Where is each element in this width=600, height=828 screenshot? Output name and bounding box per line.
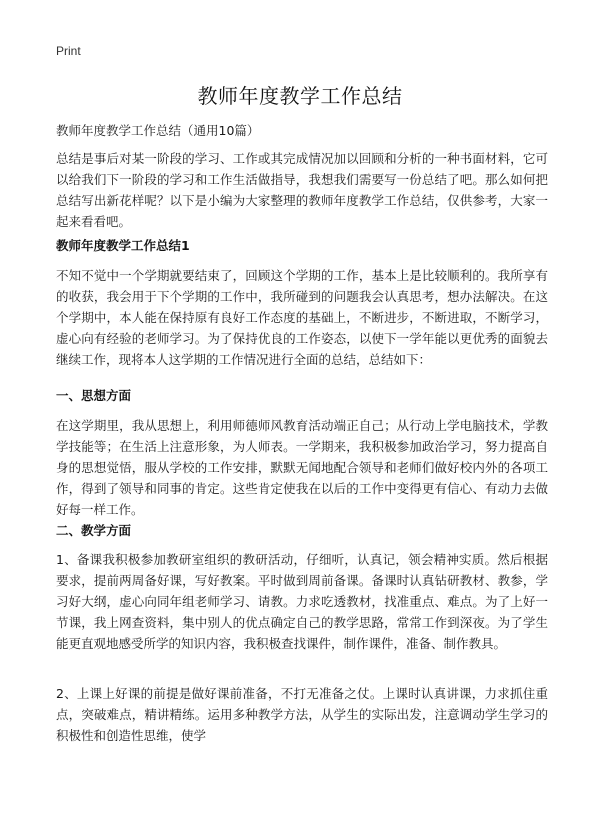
section-heading: 教师年度教学工作总结1 (56, 238, 190, 253)
print-label[interactable]: Print (56, 44, 81, 58)
lesson-delivery-paragraph: 2、上课上好课的前提是做好课前准备，不打无准备之仗。上课时认真讲课，力求抓住重点，突破难点，精讲精练。运用多种教学方法，从学生的实际出发，注意调动学生学习的 积极性和创造性思维，使学 (56, 686, 548, 743)
lesson-prep-paragraph: 1、备课我积极参加教研室组织的教研活动，仔细听，认真记，领会精神实质。然后根据要求，提前两周备好课，写好教案。平时做到周前备课。备课时认真钻研教材、教参，学习好大纲，虚心向同年组老师学习、请教。力求吃透教材，找准重点、难点。为了上好一节课，我上网查资料，集中别人的优点确定自己的教学思路，常常工作到深夜。为了学生能更直观地感受所学的知识内容，我积极查找课件，制作课件，准备、制作教具。 (56, 552, 548, 651)
thought-paragraph: 在这学期里，我从思想上，利用师德师风教育活动端正自己；从行动上学电脑技术，学教学技能等；在生活上注意形象，为人师表。一学期来，我积极参加政治学习，努力提高自身的思想觉悟，服从学校的工作安排，默默无闻地配合领导和老师们做好校内外的各项工作，得到了领导和同事的肯定。这些肯定使我在以后的工作中变得更有信心、有动力去做好每一样工作。 (56, 418, 548, 517)
subsection-heading-thought: 一、思想方面 (56, 388, 132, 403)
document-title: 教师年度教学工作总结 (197, 84, 403, 108)
intro-paragraph: 总结是事后对某一阶段的学习、工作或其完成情况加以回顾和分析的一种书面材料，它可以给我们下一阶段的学习和工作生活做指导，我想我们需要写一份总结了吧。那么如何把总结写出新花样呢？以下是小编为大家整理的教师年度教学工作总结，仅供参考，大家一起来看看吧。 (56, 151, 548, 229)
document-subtitle: 教师年度教学工作总结（通用10篇） (56, 123, 260, 138)
section-paragraph: 不知不觉中一个学期就要结束了，回顾这个学期的工作，基本上是比较顺利的。我所享有的收获，我会用于下个学期的工作中，我所碰到的问题我会认真思考，想办法解决。在这个学期中，本人能在保持原有良好工作态度的基础上，不断进步，不断进取，不断学习，虚心向有经验的老师学习。为了保持优良的工作姿态，以使下一学年能以更优秀的面貌去继续工作，现将本人这学期的工作情况进行全面的总结，总结如下： (56, 268, 548, 367)
subsection-heading-teaching: 二、教学方面 (56, 523, 132, 538)
